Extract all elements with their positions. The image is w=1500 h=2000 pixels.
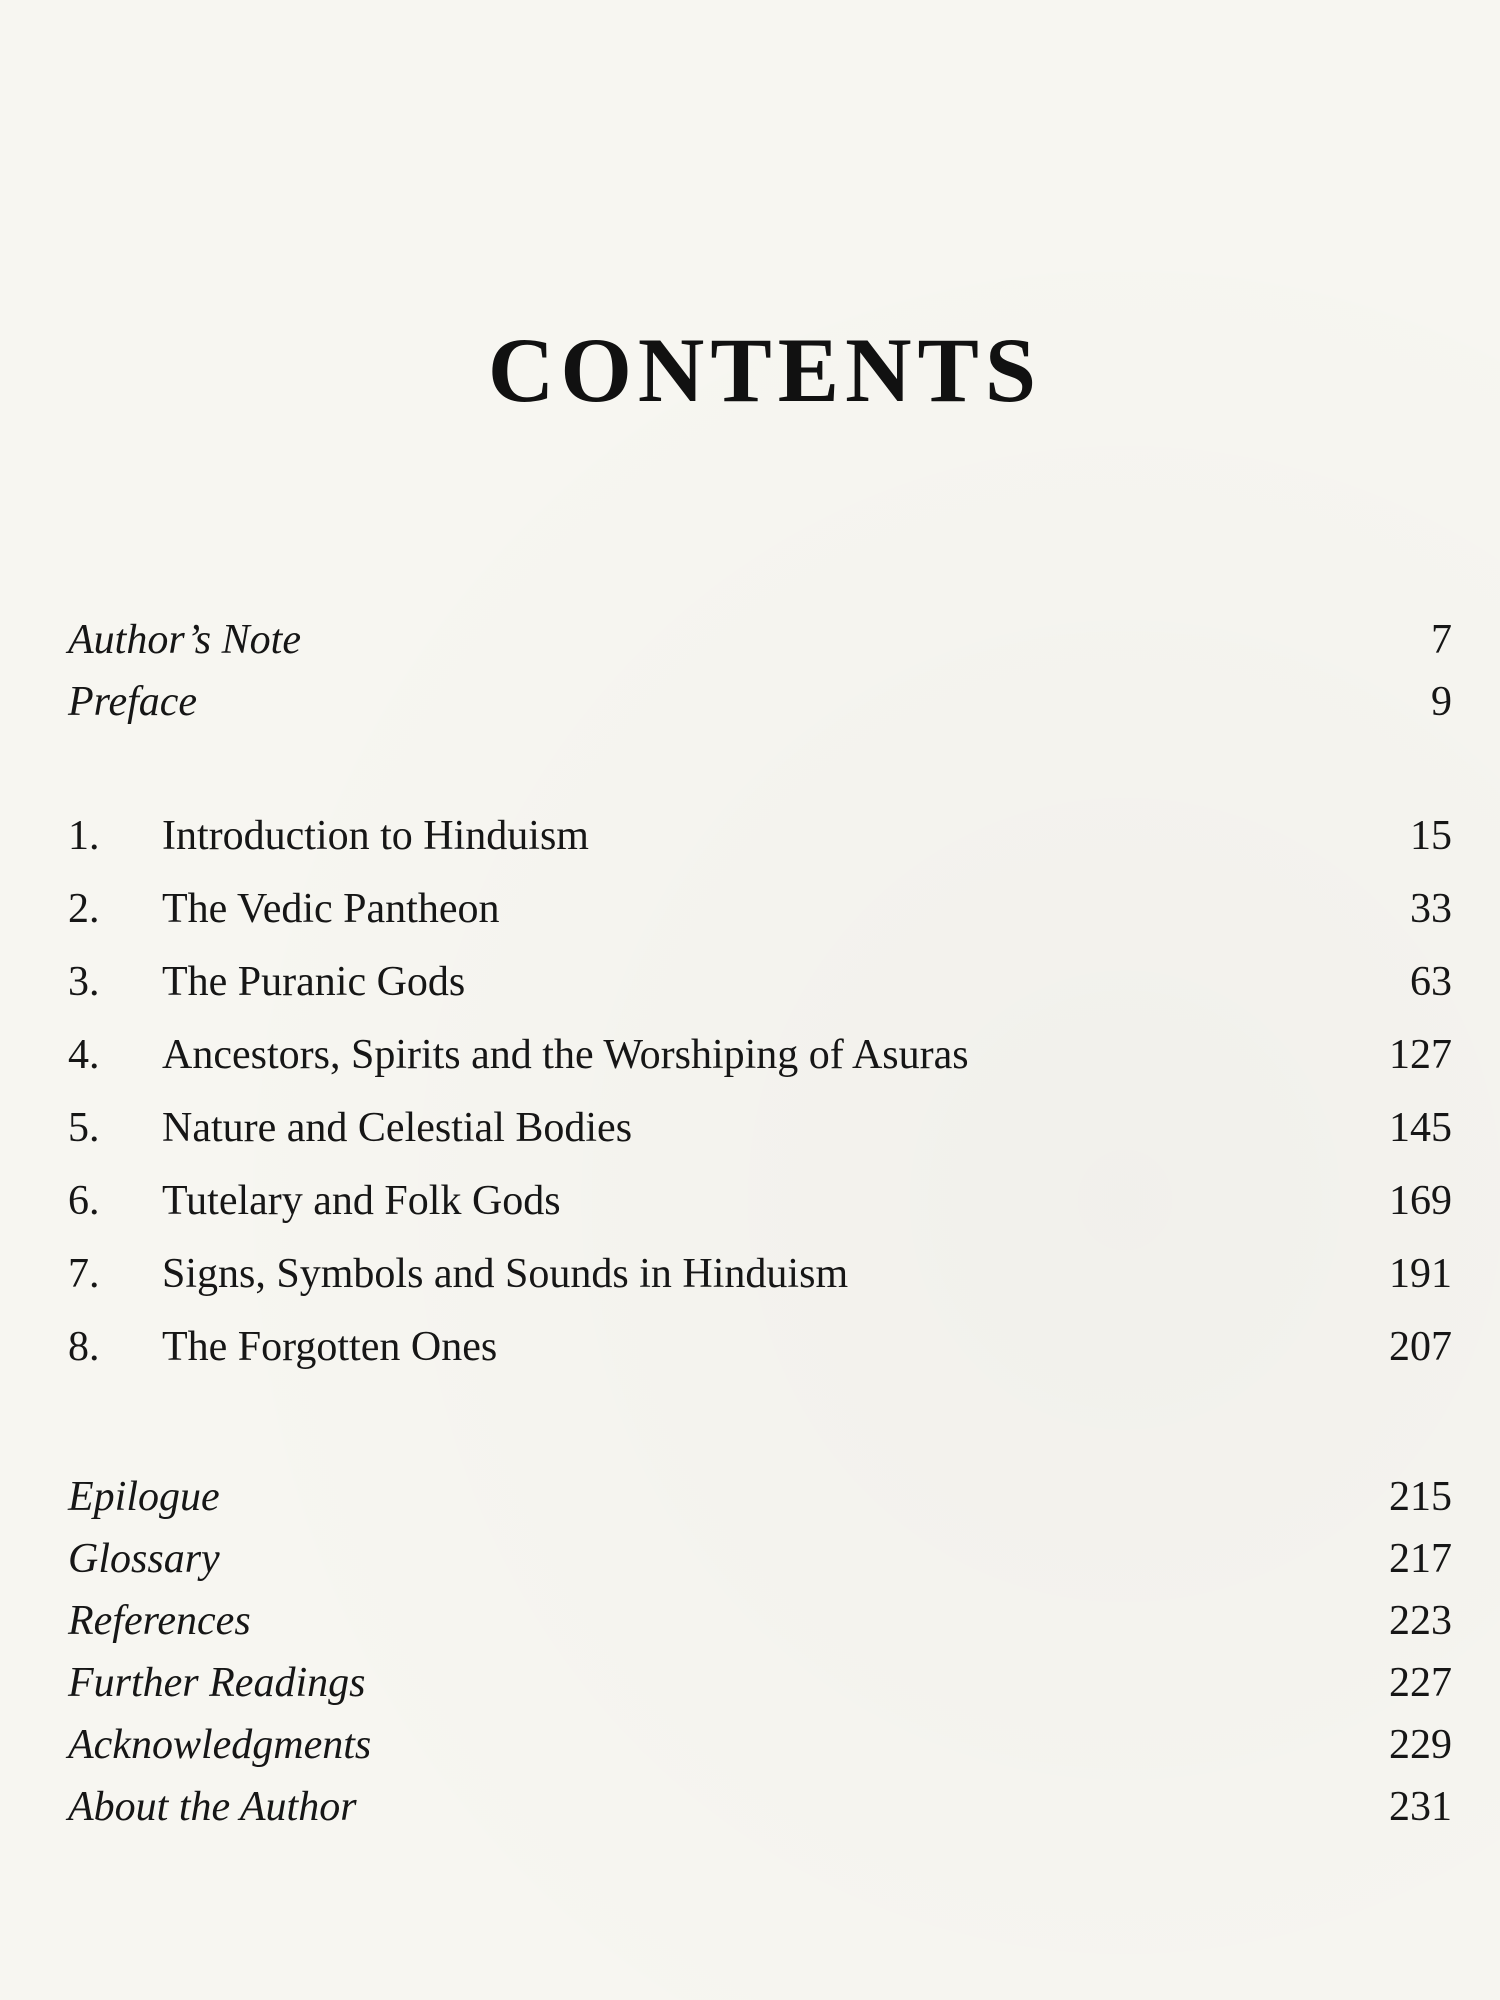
chapter-number: 8.: [68, 1324, 100, 1370]
toc-page-number: 15: [1410, 813, 1452, 859]
toc-entry-label: Glossary: [68, 1536, 220, 1582]
toc-entry-preface[interactable]: [0, 672, 1500, 732]
chapter-number: 1.: [68, 813, 100, 859]
toc-page-number: 33: [1410, 886, 1452, 932]
chapter-title: The Forgotten Ones: [162, 1324, 498, 1370]
chapter-title: The Vedic Pantheon: [162, 886, 500, 932]
toc-entry-label: About the Author: [68, 1784, 357, 1830]
chapter-title: Introduction to Hinduism: [162, 813, 589, 859]
chapter-number: 5.: [68, 1105, 100, 1151]
toc-page-number: 127: [1389, 1032, 1452, 1078]
toc-entry-label: Author’s Note: [68, 617, 301, 663]
toc-page-number: 145: [1389, 1105, 1452, 1151]
toc-page-number: 9: [1431, 679, 1452, 725]
toc-chapter-5[interactable]: [0, 1098, 1500, 1158]
toc-entry-epilogue[interactable]: [0, 1467, 1500, 1527]
chapter-number: 7.: [68, 1251, 100, 1297]
toc-entry-glossary[interactable]: [0, 1529, 1500, 1589]
toc-entry-about-the-author[interactable]: [0, 1777, 1500, 1837]
chapter-number: 2.: [68, 886, 100, 932]
toc-entry-further-readings[interactable]: [0, 1653, 1500, 1713]
toc-page-number: 7: [1431, 617, 1452, 663]
toc-page-number: 223: [1389, 1598, 1452, 1644]
chapter-title: Ancestors, Spirits and the Worshiping of Asuras: [162, 1032, 969, 1078]
toc-entry-label: Epilogue: [68, 1474, 220, 1520]
chapter-title: The Puranic Gods: [162, 959, 466, 1005]
chapter-number: 3.: [68, 959, 100, 1005]
toc-entry-authors-note[interactable]: [0, 610, 1500, 670]
toc-chapter-8[interactable]: [0, 1317, 1500, 1377]
toc-entry-label: Further Readings: [68, 1660, 366, 1706]
toc-entry-acknowledgments[interactable]: [0, 1715, 1500, 1775]
toc-chapter-3[interactable]: [0, 952, 1500, 1012]
toc-chapter-7[interactable]: [0, 1244, 1500, 1304]
toc-chapter-4[interactable]: [0, 1025, 1500, 1085]
toc-chapter-2[interactable]: [0, 879, 1500, 939]
toc-page-number: 169: [1389, 1178, 1452, 1224]
toc-page-number: 191: [1389, 1251, 1452, 1297]
chapter-number: 6.: [68, 1178, 100, 1224]
chapter-number: 4.: [68, 1032, 100, 1078]
toc-page-number: 207: [1389, 1324, 1452, 1370]
toc-page-number: 227: [1389, 1660, 1452, 1706]
toc-page-number: 217: [1389, 1536, 1452, 1582]
toc-entry-label: Acknowledgments: [68, 1722, 372, 1768]
toc-page-number: 63: [1410, 959, 1452, 1005]
chapter-title: Tutelary and Folk Gods: [162, 1178, 561, 1224]
toc-entry-label: Preface: [68, 679, 198, 725]
toc-entry-label: References: [68, 1598, 251, 1644]
toc-chapter-1[interactable]: [0, 806, 1500, 866]
toc-chapter-6[interactable]: [0, 1171, 1500, 1231]
page-title: CONTENTS: [487, 319, 1043, 421]
chapter-title: Signs, Symbols and Sounds in Hinduism: [162, 1251, 849, 1297]
toc-page-number: 231: [1389, 1784, 1452, 1830]
toc-entry-references[interactable]: [0, 1591, 1500, 1651]
toc-page-number: 229: [1389, 1722, 1452, 1768]
toc-page-number: 215: [1389, 1474, 1452, 1520]
chapter-title: Nature and Celestial Bodies: [162, 1105, 633, 1151]
